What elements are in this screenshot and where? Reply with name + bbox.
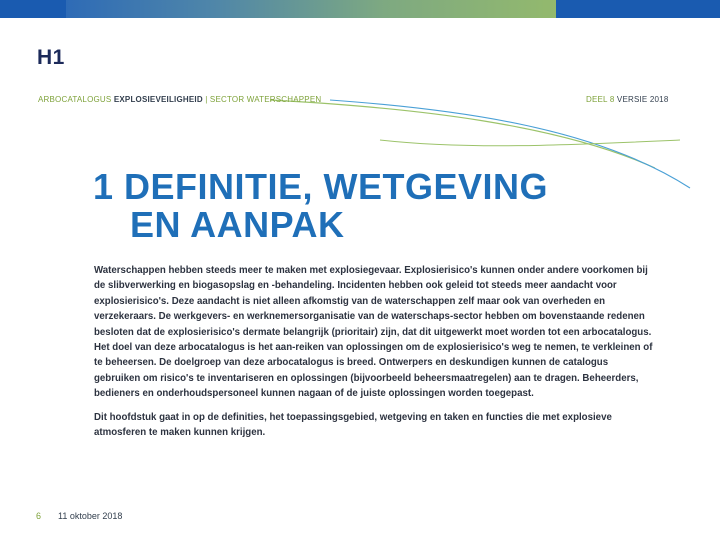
band-segment-left <box>0 0 66 18</box>
body-paragraph-2: Dit hoofdstuk gaat in op de definities, het toepassingsgebied, wetgeving en taken en functies die met explosieve atmosferen te maken kunnen krijgen. <box>94 411 612 439</box>
document-header-right <box>586 95 668 104</box>
document-body <box>94 263 654 440</box>
band-segment-right <box>556 0 720 18</box>
page-number: 6 <box>36 511 42 521</box>
footer-date: 11 oktober 2018 <box>58 511 123 521</box>
chapter-heading-line1: 1 DEFINITIE, WETGEVING <box>93 166 549 207</box>
header-part: DEEL 8 <box>586 95 615 104</box>
header-sector: | SECTOR WATERSCHAPPEN <box>202 95 322 104</box>
top-color-band <box>0 0 720 18</box>
chapter-heading-line2: EN AANPAK <box>130 204 345 245</box>
chapter-heading <box>93 168 548 244</box>
slide-title: H1 <box>37 46 65 69</box>
header-catalogus: ARBOCATALOGUS <box>38 95 114 104</box>
header-version: VERSIE 2018 <box>614 95 669 104</box>
document-header-left <box>38 95 321 104</box>
header-topic: EXPLOSIEVEILIGHEID <box>113 95 203 104</box>
band-segment-gradient <box>66 0 556 18</box>
body-paragraph-1: Waterschappen hebben steeds meer te maken met explosiegevaar. Explosierisico's kunnen onder andere voorkomen bij de slibverwerking en biogasopslag en -behandeling. Incidenten hebben ook geleid tot steeds meer aandacht voor explosierisico's. Deze aandacht is niet alleen afkomstig van de waterschappen zelf maar ook van overheden en verzekeraars. De werkgevers- en werknemersorganisatie van de waterschaps-sector hebben om bovenstaande redenen besloten dat de explosierisico's dermate belangrijk (prioritair) zijn, dat dit uitgewerkt moet worden tot een arbocatalogus. Het doel van deze arbocatalogus is het aan-reiken van oplossingen om de explosierisico's weg te nemen, te verkleinen of te beheersen. De doelgroep van deze arbocatalogus is breed. Ontwerpers en deskundigen kunnen de catalogus gebruiken om risico's te inventariseren en oplossingen (bijvoorbeeld beheersmaatregelen) aan te dragen. Beheerders, bedieners en onderhoudspersoneel kunnen nagaan of de juiste oplossingen worden toegepast. <box>94 265 653 400</box>
